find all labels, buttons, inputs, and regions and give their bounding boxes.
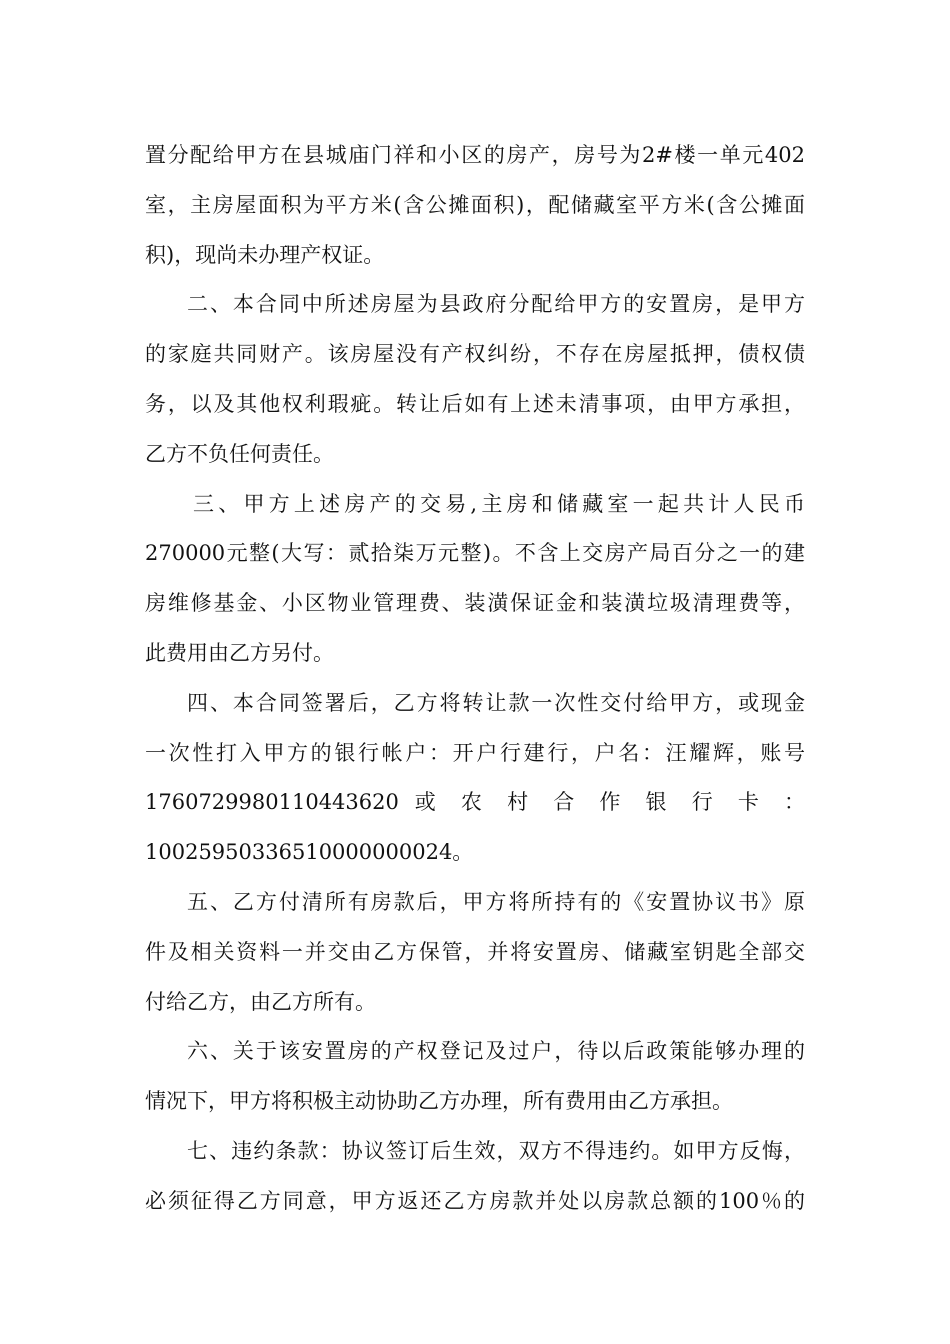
text-line: 积)，现尚未办理产权证。 <box>145 242 385 267</box>
text-line: 置分配给甲方在县城庙门祥和小区的房产，房号为2#楼一单元402 <box>145 143 805 167</box>
text-line: 乙方不负任何责任。 <box>145 441 334 466</box>
clause-two-line: 二、本合同中所述房屋为县政府分配给甲方的安置房，是甲方 <box>187 292 805 317</box>
text-line: 的家庭共同财产。该房屋没有产权纠纷，不存在房屋抵押，债权债 <box>145 342 805 367</box>
text-line: 情况下，甲方将积极主动协助乙方办理，所有费用由乙方承担。 <box>145 1089 733 1114</box>
text-line: 270000元整(大写：贰拾柒万元整)。不含上交房产局百分之一的建 <box>145 541 805 566</box>
clause-seven-line: 七、违约条款：协议签订后生效，双方不得违约。如甲方反悔， <box>187 1138 805 1163</box>
text-line: 房维修基金、小区物业管理费、装潢保证金和装潢垃圾清理费等， <box>145 591 805 616</box>
clause-three-line: 三、甲方上述房产的交易,主房和储藏室一起共计人民币 <box>193 491 805 516</box>
text-line: 件及相关资料一并交由乙方保管，并将安置房、储藏室钥匙全部交 <box>145 939 805 964</box>
text-line: 一次性打入甲方的银行帐户：开户行建行，户名：汪耀辉，账号 <box>145 740 805 765</box>
clause-four-line: 四、本合同签署后，乙方将转让款一次性交付给甲方，或现金 <box>187 690 805 715</box>
contract-body <box>145 131 805 1227</box>
text-line: 1760729980110443620 或 农 村 合 作 银 行 卡 ： <box>145 790 805 815</box>
text-line: 室，主房屋面积为平方米(含公摊面积)，配储藏室平方米(含公摊面 <box>145 192 805 217</box>
clause-six-line: 六、关于该安置房的产权登记及过户，待以后政策能够办理的 <box>187 1039 805 1064</box>
clause-five-line: 五、乙方付清所有房款后，甲方将所持有的《安置协议书》原 <box>187 889 805 914</box>
text-line: 付给乙方，由乙方所有。 <box>145 989 376 1014</box>
text-line: 此费用由乙方另付。 <box>145 640 334 665</box>
text-line: 必须征得乙方同意，甲方返还乙方房款并处以房款总额的100％的 <box>145 1188 805 1213</box>
text-line: 务，以及其他权利瑕疵。转让后如有上述未清事项，由甲方承担， <box>145 391 805 416</box>
text-line: 10025950336510000000024。 <box>145 840 474 865</box>
